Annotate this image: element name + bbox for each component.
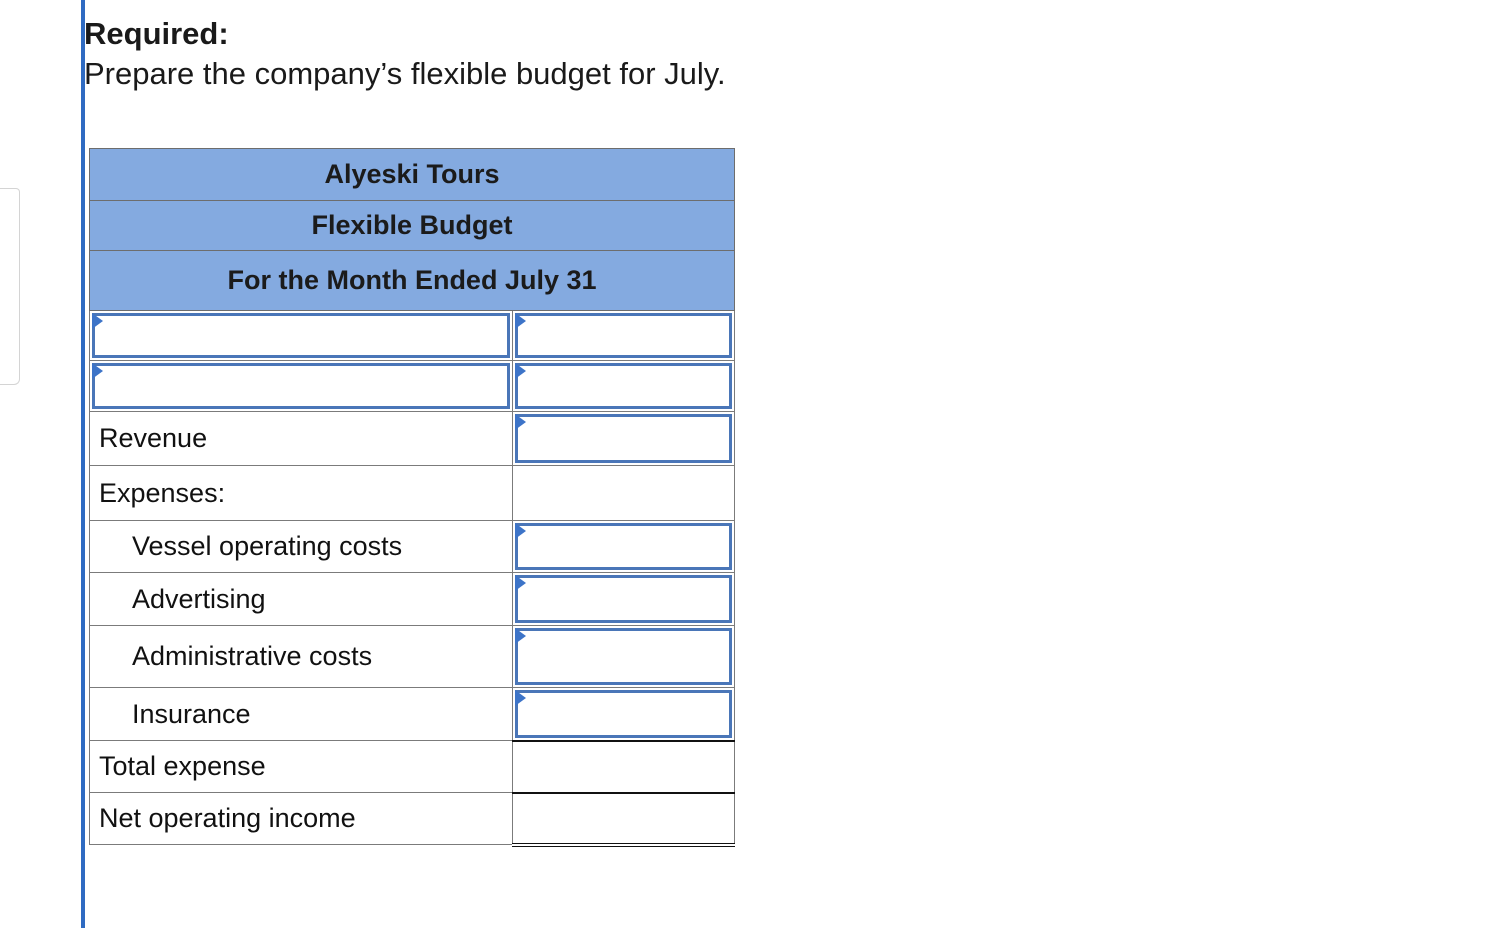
row-label-revenue: Revenue — [90, 412, 513, 466]
row-label-insurance: Insurance — [90, 688, 513, 741]
dropdown-flag-icon — [515, 628, 526, 644]
statement-title: Flexible Budget — [90, 201, 735, 251]
insurance-input[interactable] — [515, 690, 732, 738]
question-left-rule — [81, 0, 85, 928]
header-label-input[interactable] — [92, 313, 510, 358]
administrative-costs-cell[interactable] — [513, 626, 735, 688]
advertising-cell[interactable] — [513, 573, 735, 626]
header-label-input[interactable] — [92, 363, 510, 409]
company-name: Alyeski Tours — [90, 149, 735, 201]
net-operating-income-cell — [513, 793, 735, 845]
header-amount-input[interactable] — [515, 313, 732, 358]
expenses-amount-cell — [513, 466, 735, 521]
row-label-expenses: Expenses: — [90, 466, 513, 521]
row-label-net-operating-income: Net operating income — [90, 793, 513, 845]
row-label-vessel-operating-costs: Vessel operating costs — [90, 521, 513, 573]
administrative-costs-input[interactable] — [515, 628, 732, 685]
revenue-amount-cell[interactable] — [513, 412, 735, 466]
side-tab[interactable] — [0, 254, 20, 321]
insurance-cell[interactable] — [513, 688, 735, 741]
side-tab[interactable] — [0, 188, 20, 256]
question-instruction: Prepare the company’s flexible budget for July. — [84, 56, 726, 91]
vessel-operating-costs-input[interactable] — [515, 523, 732, 570]
header-label-dropdown[interactable] — [90, 311, 513, 361]
header-amount-input[interactable] — [515, 363, 732, 409]
required-heading: Required: — [84, 16, 229, 51]
vessel-operating-costs-cell[interactable] — [513, 521, 735, 573]
dropdown-flag-icon — [92, 313, 103, 329]
revenue-amount-input[interactable] — [515, 414, 732, 463]
header-amount-dropdown[interactable] — [513, 361, 735, 412]
row-label-administrative-costs: Administrative costs — [90, 626, 513, 688]
statement-period: For the Month Ended July 31 — [90, 251, 735, 311]
flexible-budget-table — [89, 148, 735, 847]
total-expense-cell — [513, 741, 735, 793]
dropdown-flag-icon — [515, 523, 526, 539]
dropdown-flag-icon — [515, 363, 526, 379]
dropdown-flag-icon — [92, 363, 103, 379]
side-tab[interactable] — [0, 320, 20, 385]
advertising-input[interactable] — [515, 575, 732, 623]
dropdown-flag-icon — [515, 414, 526, 430]
header-amount-dropdown[interactable] — [513, 311, 735, 361]
dropdown-flag-icon — [515, 313, 526, 329]
row-label-total-expense: Total expense — [90, 741, 513, 793]
row-label-advertising: Advertising — [90, 573, 513, 626]
dropdown-flag-icon — [515, 690, 526, 706]
header-label-dropdown[interactable] — [90, 361, 513, 412]
dropdown-flag-icon — [515, 575, 526, 591]
